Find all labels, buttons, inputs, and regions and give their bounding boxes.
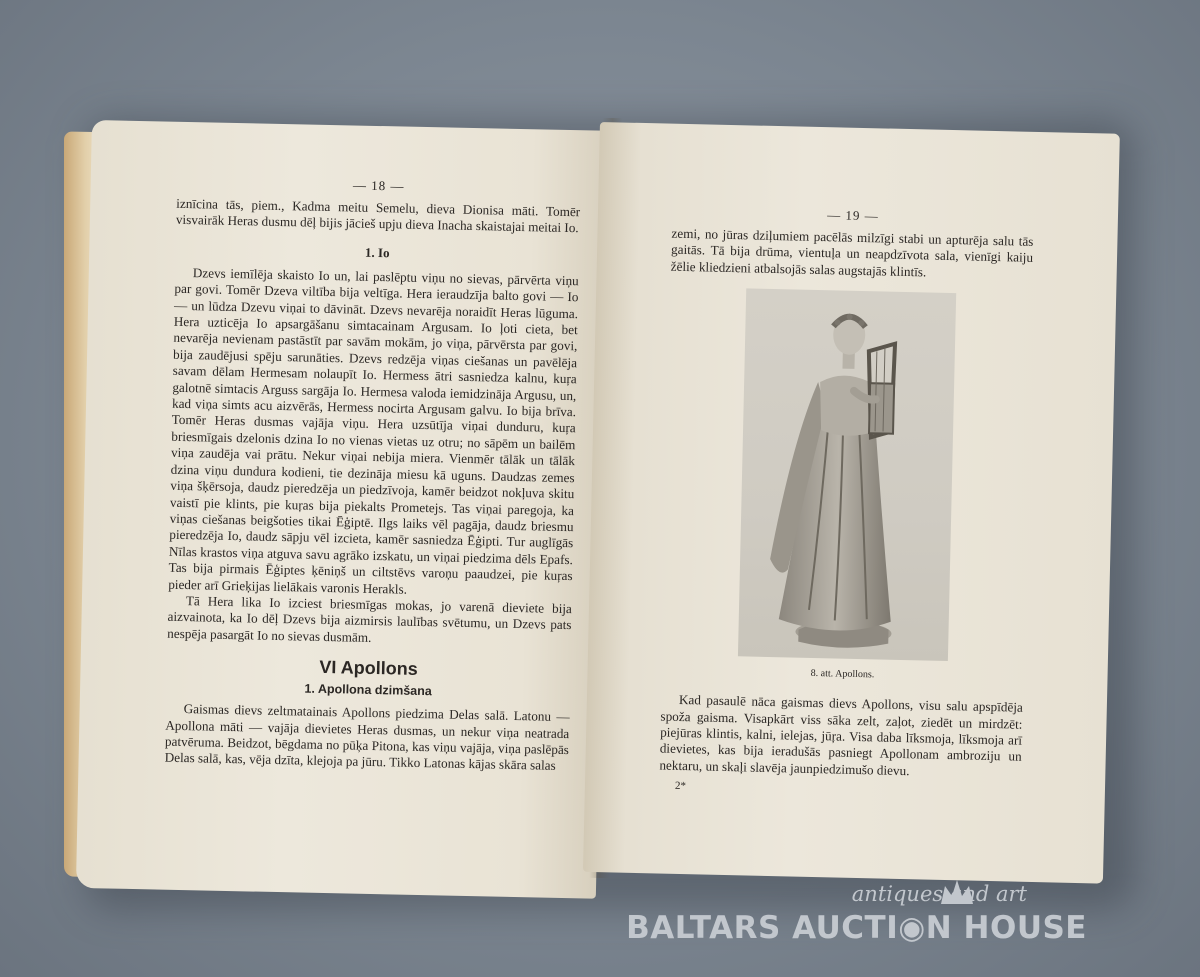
subheading-apollona-dzimsana: 1. Apollona dzimšana (304, 681, 432, 699)
auction-watermark (626, 882, 1087, 952)
watermark-tagline: antiques and art (851, 882, 1027, 906)
left-intro-paragraph: iznīcina tās, piem., Kadma meitu Semelu, dieva Dionisa māti. Tomēr visvairāk Heras dusmu dēļ bijis jācieš upju dieva Inacha skaistajai meitai Io. (175, 195, 581, 236)
section-heading-io: 1. Io (364, 244, 390, 261)
right-top-paragraph: zemi, no jūras dziļumiem pacēlās milzīgi stabi un apturēja salu tās gaitās. Tā bija drūma, vientuļa un neapdzīvota sala, vienīgi kaiju žēlie kliedzieni atbalsojās salas augstajās klintīs. (670, 225, 1034, 280)
right-page (583, 122, 1120, 884)
io-paragraph-2: Tā Hera lika Io izciest briesmīgas mokas, jo varenā dieviete bija aizvainota, ka Io dēļ Dzevs bija aizmirsis laulības svētumu, un Dzevs pats nespēja pasargāt Io no sievas dusmām. (167, 593, 573, 645)
watermark-brand: BALTARS AUCTI◉N HOUSE (626, 910, 1087, 946)
chapter-heading-apollons: VI Apollons (319, 657, 418, 680)
right-page-number: — 19 — (827, 207, 879, 224)
left-page-number: — 18 — (352, 177, 405, 194)
left-page (76, 120, 612, 899)
io-paragraph-1: Dzevs iemīlēja skaisto Io un, lai paslēptu viņu no sievas, pārvērta viņu par govi. Tomēr Dzeva viltība bija veltīga. Hera ieraudzīja balto govi — Io — un lūdza Dzevu viņai to dāvināt. Dzevs nevarēja noraidīt Heras lūguma. Hera uzticēja Io apsargāšanu simtacainam Argusam. Io ļoti cieta, bet nevarēja nevienam pastāstīt par savām mokām, jo viņa, pārvērsta par govi, bija zaudējusi spēju sarunāties. Dzevs redzēja viņas ciešanas un pavēlēja savam dēlam Hermesam nolaupīt Io. Hermess ātri sasniedza kalnu, kuŗa galotnē simtacis Arguss sargāja Io. Hermesa valoda iemidzināja Argusu, un, kad viņa simts acu aizvērās, Hermess nocirta Argusam galvu. Io bija brīva. Tomēr Heras dusmas vajāja viņu. Hera uzsūtīja viņai dunduru, kuŗa briesmīgais dzelonis dzina Io no vienas vietas uz otru; no sāpēm un bailēm viņa zaudēja vai prātu. Nekur viņai nebija miera. Vienmēr tālāk un tālāk dzina viņu dundura kodieni, tie dezināja miesu kā uguns. Daudzas zemes viņa šķērsoja, daudz pieredzēja un piedzīvoja, kamēr beidzot nokļuva skitu vaistī pie klints, pie kuŗas bija piekalts Prometejs. Tas viņai paregoja, ka viņas ciešanas beigšoties tikai Ēģiptē. Ilgs laiks vēl pagāja, daudz briesmu pieredzēja Io, daudz sāpju vēl izcieta, kamēr sasniedza Ēģipti. Tur auglīgās Nīlas krastos viņa atguva savu agrāko izskatu, un viņai piedzima dēls Epafs. Tas bija pirmais Ēģiptes ķēniņš un ciltstēvs varoņu paaudzei, pie kuŗas pieder arī Grieķijas lielākais varonis Herakls. (168, 264, 579, 597)
apollons-paragraph-1: Gaismas dievs zeltmatainais Apollons piedzima Delas salā. Latonu — Apollona māti — vajāja dievietes Heras dusmas, un nekur viņa neatrada patvēruma. Beidzot, bēgdama no pūķa Pitona, kas viņu vajāja, viņa paslēpās Delas salā, kas, vēja dzīta, klejoja pa jūru. Tikko Latonas kājas skāra salas (164, 701, 570, 774)
signature-mark: 2* (674, 780, 687, 793)
apollo-statue-illustration (738, 289, 956, 662)
statue-drawing (738, 289, 956, 662)
figure-caption: 8. att. Apollons. (810, 668, 875, 681)
right-bottom-paragraph: Kad pasaulē nāca gaismas dievs Apollons, visu salu apspīdēja spoža gaisma. Visapkārt viss sāka zelt, zaļot, ziedēt un mirdzēt: piejūras klintis, kalni, ielejas, jūŗa. Visa daba līksmoja, līksmoja arī dievietes, kas bija ieradušās pasniegt Apollonam ambroziju un nektaru, un skaļi slavēja jaunpiedzimušo dievu. (659, 692, 1023, 779)
